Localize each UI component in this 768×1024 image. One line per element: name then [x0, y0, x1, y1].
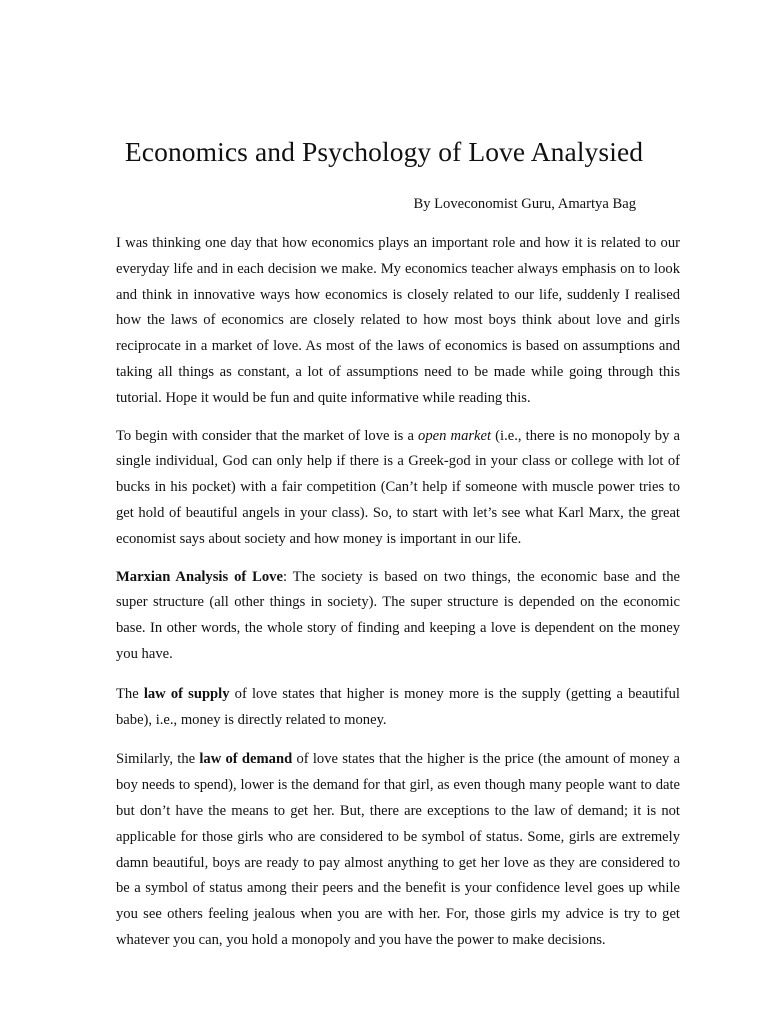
paragraph-text: To begin with consider that the market of love is a [116, 427, 419, 444]
document-body [116, 231, 680, 966]
paragraph-text: Similarly, the [116, 751, 200, 768]
paragraph-text: The [116, 685, 144, 702]
paragraph-text: : The society is based on two things, the economic base and the super structure (all other things in society). The super structure is depended on the economic base. In other words, the whole story of finding and keeping a love is dependent on the money you have. [116, 568, 680, 662]
paragraph-marxian-analysis [116, 565, 680, 668]
paragraph-text: (i.e., there is no monopoly by a single individual, God can only help if there is a Greek-god in your class or college with lot of bucks in his pocket) with a fair competition (Can’t help if someone with muscle power tries to get hold of beautiful angels in your class). So, to start with let’s see what Karl Marx, the great economist says about society and how money is important in our life. [116, 427, 680, 547]
term-law-of-demand: law of demand [199, 751, 293, 768]
paragraph-intro: I was thinking one day that how economics plays an important role and how it is related to our everyday life and in each decision we make. My economics teacher always emphasis on to look and think in innovative ways how economics is closely related to our life, suddenly I realised how the laws of economics are closely related to how most boys think about love and girls reciprocate in a market of love. As most of the laws of economics is based on assumptions and taking all things as constant, a lot of assumptions need to be made while going through this tutorial. Hope it would be fun and quite informative while reading this. [116, 235, 680, 406]
term-law-of-supply: law of supply [143, 685, 230, 702]
document-title: Economics and Psychology of Love Analysied [124, 136, 644, 167]
paragraph-open-market [116, 424, 680, 553]
section-heading-marxian: Marxian Analysis of Love [116, 568, 283, 585]
emphasis-open-market: open market [418, 427, 492, 444]
paragraph-text: of love states that higher is money more is the supply (getting a beautiful babe), i.e., money is directly related to money. [116, 685, 680, 728]
author-byline: By Loveconomist Guru, Amartya Bag [413, 196, 636, 212]
paragraph-law-of-demand [116, 747, 680, 953]
paragraph-text: of love states that the higher is the price (the amount of money a boy needs to spend), lower is the demand for that girl, as even though many people want to date but don’t have the means to get her. But, there are exceptions to the law of demand; it is not applicable for those girls who are considered to be symbol of status. Some, girls are extremely damn beautiful, boys are ready to pay almost anything to get her love as they are considered to be a symbol of status among their peers and the benefit is your confidence level goes up while you see others feeling jealous when you are with her. For, those girls my advice is try to get whatever you can, you hold a monopoly and you have the power to make decisions. [116, 751, 680, 948]
paragraph-law-of-supply [116, 682, 680, 734]
